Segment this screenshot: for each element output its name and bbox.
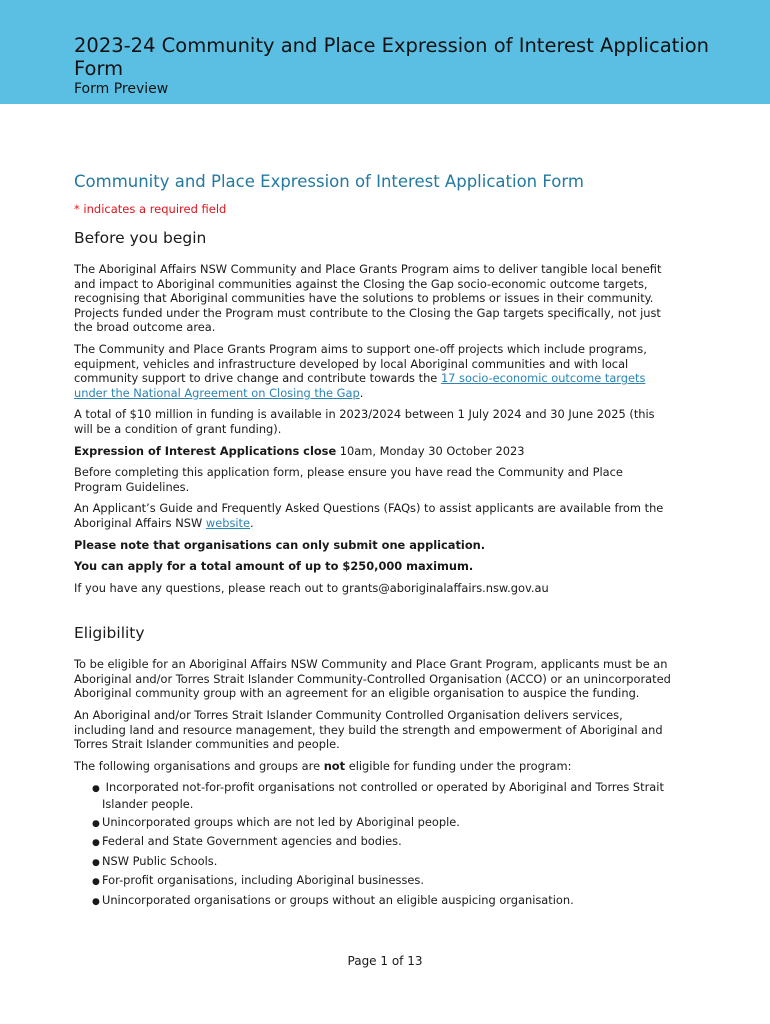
one-application-note: Please note that organisations can only submit one application.: [74, 537, 486, 552]
document-title: 2023-24 Community and Place Expression of Interest Application Form: [74, 34, 709, 80]
bullet-icon: ●: [92, 897, 100, 907]
list-item-text: Unincorporated groups which are not led by Aboriginal people.: [102, 814, 460, 829]
section-spacer: [74, 602, 674, 623]
list-item-text: For-profit organisations, including Aboriginal businesses.: [102, 873, 424, 888]
list-item: [92, 873, 674, 890]
list-item: [92, 780, 674, 811]
program-aims-end: .: [359, 385, 364, 400]
form-content: [74, 172, 674, 913]
document-subtitle: Form Preview: [74, 81, 169, 97]
list-item: [92, 854, 674, 871]
funding-paragraph: A total of $10 million in funding is available in 2023/2024 between 1 July 2024 and 30 June 2025 (this will be a condition of grant funding).: [74, 407, 655, 436]
bullet-icon: ●: [92, 857, 100, 868]
program-aims-text: The Community and Place Grants Program aims to support one-off projects which include programs, equipment, vehicles and infrastructure developed by local Aboriginal communities and with local community support to drive change and contribute towards the: [74, 341, 647, 386]
section-heading-eligibility: Eligibility: [74, 624, 145, 643]
eligibility-paragraph: To be eligible for an Aboriginal Affairs NSW Community and Place Grant Program, applicants must be an Aboriginal and/or Torres Strait Islander Community-Controlled Organisation (ACCO) or an unincorporated Aboriginal community group with an agreement for an eligible organisation to auspice the funding.: [74, 657, 671, 701]
ineligible-intro-paragraph: [74, 759, 674, 774]
acco-definition-paragraph: An Aboriginal and/or Torres Strait Islander Community Controlled Organisation delivers services, including land and resource management, they build the strength and empowerment of Aboriginal and Torres Strait Islander communities and people.: [74, 708, 663, 752]
bullet-icon: ●: [92, 818, 100, 829]
required-field-note: * indicates a required field: [74, 202, 227, 216]
guidelines-paragraph: Before completing this application form, please ensure you have read the Community and Place Program Guidelines.: [74, 465, 623, 494]
contact-paragraph: If you have any questions, please reach out to grants@aboriginalaffairs.nsw.gov.au: [74, 580, 549, 595]
closing-date-paragraph: [74, 444, 674, 459]
ineligible-intro-end: eligible for funding under the program:: [345, 758, 572, 773]
closing-date-label: Expression of Interest Applications close: [74, 443, 337, 458]
ineligible-intro-start: The following organisations and groups are: [74, 758, 324, 773]
maximum-amount-note: You can apply for a total amount of up to $250,000 maximum.: [74, 559, 474, 574]
page-number: Page 1 of 13: [347, 954, 423, 968]
intro-paragraph: The Aboriginal Affairs NSW Community and Place Grants Program aims to deliver tangible local benefit and impact to Aboriginal communities against the Closing the Gap socio-economic outcome targets, recognising that Aboriginal communities have the solutions to problems or issues in their community. Projects funded under the Program must contribute to the Closing the Gap targets specifically, not just the broad outcome area.: [74, 262, 662, 335]
list-item-text: Unincorporated organisations or groups without an eligible auspicing organisation.: [102, 893, 574, 907]
list-item-text: NSW Public Schools.: [102, 853, 218, 868]
closing-date-value: 10am, Monday 30 October 2023: [336, 443, 525, 458]
list-item-text: Federal and State Government agencies and bodies.: [102, 834, 402, 849]
ineligible-list: [74, 780, 674, 909]
list-item: [92, 834, 674, 851]
program-aims-paragraph: [74, 342, 674, 400]
ineligible-intro-not: not: [323, 758, 346, 773]
closing-the-gap-link[interactable]: 17 socio-economic outcome targets under the National Agreement on Closing the Gap: [74, 371, 646, 400]
form-title: Community and Place Expression of Interest Application Form: [74, 172, 584, 191]
list-item-text: Incorporated not-for-profit organisations not controlled or operated by Aboriginal and Torres Strait Islander people.: [102, 780, 664, 812]
section-heading-before-you-begin: Before you begin: [74, 229, 207, 247]
bullet-icon: ●: [92, 838, 100, 849]
list-item: [92, 893, 674, 910]
bullet-icon: ●: [92, 877, 100, 888]
website-link[interactable]: website: [205, 515, 251, 530]
guide-faq-text: An Applicant’s Guide and Frequently Asked Questions (FAQs) to assist applicants are available from the Aboriginal Affairs NSW: [74, 501, 664, 530]
header-banner: [0, 0, 770, 104]
list-item: [92, 815, 674, 832]
bullet-icon: ●: [92, 784, 100, 795]
guide-faq-paragraph: [74, 501, 674, 530]
guide-faq-end: .: [250, 515, 254, 530]
